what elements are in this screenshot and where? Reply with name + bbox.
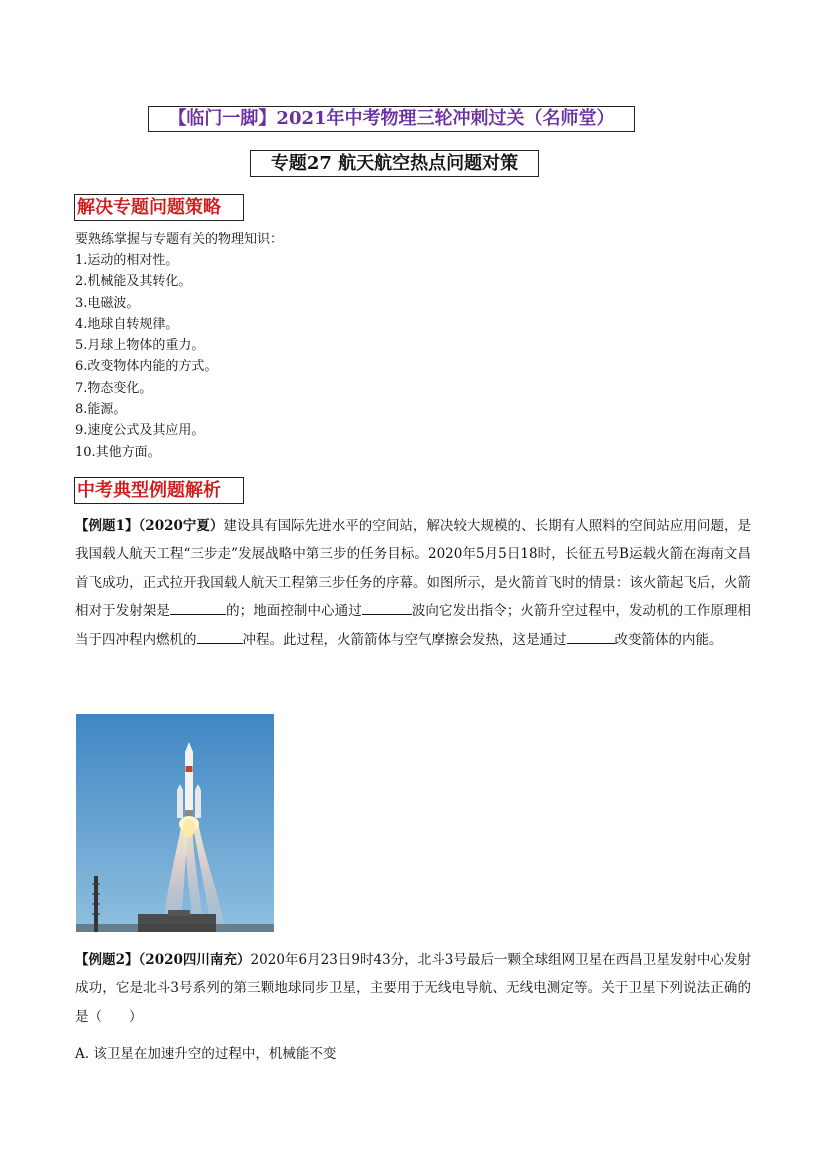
example-2-text: 2020年6月23日9时43分，北斗3号最后一颗全球组网卫星在西昌卫星发射中心发射成功，它是北斗3号系列的第三颗地球同步卫星，主要用于无线电导航、无线电测定等。关于卫星下列说法正确的是（ ） [75, 952, 751, 1025]
list-item: 9.速度公式及其应用。 [75, 423, 205, 439]
example-2 [75, 946, 751, 1031]
example-1-text-b: 的；地面控制中心通过 [226, 603, 362, 620]
knowledge-intro: 要熟练掌握与专题有关的物理知识： [75, 232, 284, 247]
example-1-text-d: 冲程。此过程，火箭箭体与空气摩擦会发热，这是通过 [242, 631, 567, 648]
list-item: 5.月球上物体的重力。 [75, 338, 205, 354]
example-2-source: （2020四川南充） [138, 952, 251, 968]
list-item: 1.运动的相对性。 [75, 253, 179, 268]
section-heading-examples: 中考典型例题解析 [74, 477, 244, 504]
knowledge-list [75, 250, 217, 463]
rocket-launch-photo [76, 714, 274, 932]
list-item: 8.能源。 [75, 402, 127, 418]
example-1 [75, 512, 751, 654]
list-item: 7.物态变化。 [75, 380, 153, 396]
list-item: 2.机械能及其转化。 [75, 274, 192, 290]
document-title: 【临门一脚】2021年中考物理三轮冲刺过关（名师堂） [148, 106, 635, 132]
example-1-label: 【例题1】 [75, 518, 139, 534]
answer-blank-4[interactable] [567, 629, 615, 644]
list-item: 4.地球自转规律。 [75, 316, 179, 332]
list-item: 3.电磁波。 [75, 295, 140, 311]
example-1-text-a: 建设具有国际先进水平的空间站，解决较大规模的、长期有人照料的空间站应用问题，是我国载人航天工程“三步走”发展战略中第三步的任务目标。2020年5月5日18时，长征五号B运载火箭在海南文昌首飞成功，正式拉开我国载人航天工程第三步任务的序幕。如图所示，是火箭首飞时的情景：该火箭起飞后，火箭相对于发射架是 [75, 518, 752, 620]
topic-title: 专题27 航天航空热点问题对策 [250, 150, 539, 177]
example-1-source: （2020宁夏） [138, 518, 224, 534]
answer-blank-2[interactable] [362, 600, 412, 615]
example-2-label: 【例题2】 [75, 952, 139, 968]
example-1-text-e: 改变箭体的内能。 [614, 631, 723, 648]
example-2-option-a[interactable]: A. 该卫星在加速升空的过程中，机械能不变 [75, 1046, 337, 1062]
list-item: 6.改变物体内能的方式。 [75, 359, 218, 375]
answer-blank-1[interactable] [170, 600, 226, 615]
list-item: 10.其他方面。 [75, 444, 161, 460]
answer-blank-3[interactable] [197, 629, 243, 644]
example-1-text-c: 波向它发出指令；火箭升空过程中，发动机的工作原理相当于四冲程内燃机的 [75, 603, 752, 648]
section-heading-strategy: 解决专题问题策略 [74, 194, 244, 221]
